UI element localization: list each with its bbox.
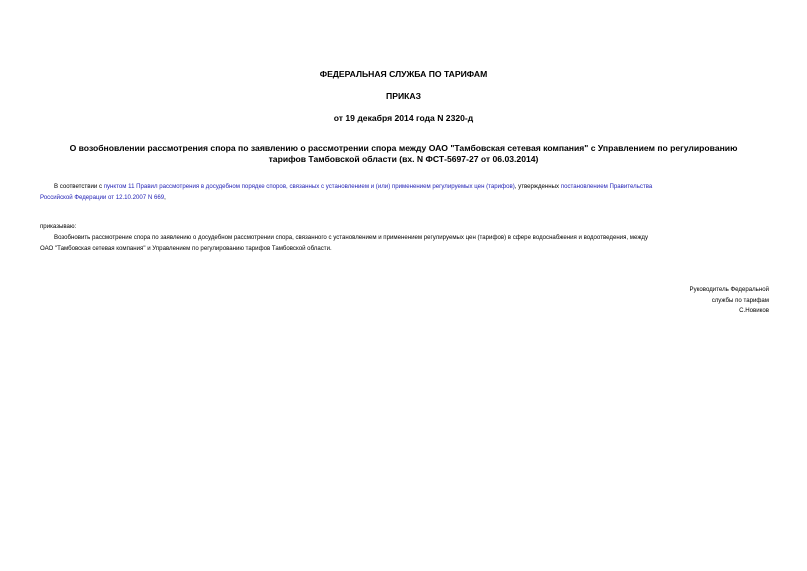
rules-link[interactable]: пунктом 11 Правил рассмотрения в досудебном порядке споров, связанных с установлением и (или) применением регулируемых цен (тарифов) [103, 183, 515, 190]
resolution-link-part1[interactable]: постановлением Правительства [560, 183, 653, 190]
paragraph-resolution-line-1: Возобновить рассмотрение спора по заявлению о досудебном рассмотрении спора, связанного с установлением и применением регулируемых цен (тарифов) в сфере водоснабжения и водоотведения, между [54, 234, 648, 241]
paragraph-basis-line-2 [40, 193, 769, 204]
document-date: от 19 декабря 2014 года N 2320-д [333, 113, 474, 123]
document-title [40, 143, 767, 165]
paragraph-resolution [40, 233, 769, 254]
signature-position-line-2: службы по тарифам [711, 296, 769, 304]
basis-prefix: В соответствии с [54, 183, 104, 190]
basis-middle: , утвержденных [514, 183, 561, 190]
title-line-1: О возобновлении рассмотрения спора по заявлению о рассмотрении спора между ОАО "Тамбовская сетевая компания" с Управлением по регулированию [69, 143, 738, 153]
signature-name: С.Новиков [739, 307, 769, 314]
title-line-2: тарифов Тамбовской области (вх. N ФСТ-5697-27 от 06.03.2014) [268, 154, 539, 164]
signature-block [690, 285, 769, 317]
basis-suffix: , [164, 193, 166, 201]
signature-position-line-1: Руководитель Федеральной [689, 286, 769, 293]
paragraph-basis-line-1 [40, 182, 769, 193]
paragraph-basis [40, 182, 769, 203]
resolution-link-part2[interactable]: Российской Федерации от 12.10.2007 N 669 [40, 193, 165, 201]
order-word: приказываю: [40, 223, 77, 230]
agency-name: ФЕДЕРАЛЬНАЯ СЛУЖБА ПО ТАРИФАМ [319, 69, 488, 79]
paragraph-resolution-line-2: ОАО "Тамбовская сетевая компания" и Управлением по регулированию тарифов Тамбовской области. [40, 244, 332, 252]
document-type: ПРИКАЗ [386, 91, 421, 101]
